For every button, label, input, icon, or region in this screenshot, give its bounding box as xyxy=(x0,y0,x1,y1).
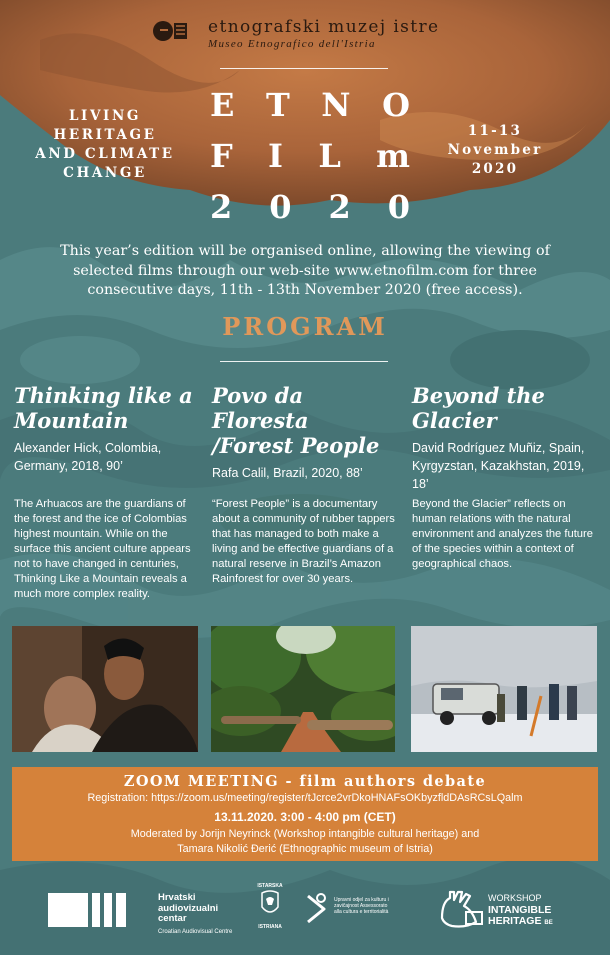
film-meta: Alexander Hick, Colombia, Germany, 2018, 90’ xyxy=(14,441,162,473)
hac-barcode-logo-icon xyxy=(48,893,126,927)
istria-bottom-text: ISTRIANA xyxy=(258,924,282,930)
workshop-logo-text xyxy=(488,893,553,930)
zoom-meeting-box xyxy=(12,767,598,861)
title-row xyxy=(210,131,410,182)
festival-theme xyxy=(30,107,180,183)
dates-line: 2020 xyxy=(471,161,519,177)
film-column-1 xyxy=(14,383,194,475)
title-letter: 2 xyxy=(328,188,351,226)
festival-logo-title xyxy=(210,80,410,233)
ministry-text: Upravni odjel za kulturu i zavičajnost Assessorato alla cultura e territorialità xyxy=(334,897,389,915)
film-still-thinking-like-a-mountain xyxy=(12,626,198,752)
film-description: The Arhuacos are the guardians of the forest and the ice of Colombias highest mountain. While on the surface this ancient culture appears not to have changed in centuries, Thinking Like a Mountain reveals a much more complex reality. xyxy=(14,498,191,600)
dates-line: November xyxy=(447,142,543,158)
theme-line: HERITAGE xyxy=(53,127,157,143)
workshop-line: INTANGIBLE xyxy=(488,903,552,916)
theme-line: LIVING xyxy=(68,108,142,124)
title-letter: F xyxy=(210,137,233,175)
zoom-registration-link[interactable]: Registration: https://zoom.us/meeting/register/tJcrce2vrDkoHNAFsOKbyzfldDAsRCsLQalm xyxy=(87,792,523,804)
intro-text: This year’s edition will be organised online, allowing the viewing of selected films through our web-site www.etnofilm.com for three consecutive days, 11th - 13th November 2020 (free access). xyxy=(60,243,550,298)
title-letter: L xyxy=(318,137,341,175)
ministry-logo-icon xyxy=(304,892,328,926)
hac-line: Hrvatski xyxy=(158,892,196,903)
title-row xyxy=(210,182,410,233)
hac-line: centar xyxy=(158,913,187,924)
program-rule xyxy=(220,361,388,362)
workshop-line: HERITAGE xyxy=(488,915,542,927)
film-meta: David Rodríguez Muñiz, Spain, Kyrgyzstan, Kazakhstan, 2019, 18’ xyxy=(412,441,585,491)
title-letter: O xyxy=(382,86,410,124)
title-letter: 0 xyxy=(269,188,292,226)
zoom-title: ZOOM MEETING - film authors debate xyxy=(123,773,487,790)
title-letter: 2 xyxy=(210,188,233,226)
film-description: Beyond the Glacier” reflects on human relations with the natural environment and analyzes the future of the species within a context of geographical chaos. xyxy=(412,498,593,570)
workshop-hands-logo-icon xyxy=(438,888,486,930)
title-letter: N xyxy=(321,86,351,124)
film-title: Beyond the Glacier xyxy=(412,383,545,433)
theme-line: CHANGE xyxy=(63,165,147,181)
film-column-2 xyxy=(212,383,392,482)
film-title: Povo da Floresta /Forest People xyxy=(212,383,380,458)
moderators-line: Tamara Nikolić Đerić (Ethnographic museum of Istria) xyxy=(177,843,433,855)
film-still-forest-people xyxy=(211,626,395,752)
museum-name-italian: Museo Etnografico dell'Istria xyxy=(208,38,376,50)
zoom-moderators xyxy=(12,827,598,857)
title-letter: m xyxy=(376,137,410,175)
title-rule-top xyxy=(220,68,388,69)
moderators-line: Moderated by Jorijn Neyrinck (Workshop intangible cultural heritage) and xyxy=(130,828,480,840)
title-letter: E xyxy=(210,86,235,124)
title-letter: 0 xyxy=(387,188,410,226)
theme-line: AND CLIMATE xyxy=(35,146,175,162)
film-title: Thinking like a Mountain xyxy=(14,383,193,433)
title-row xyxy=(210,80,410,131)
museum-name: etnografski muzej istre xyxy=(208,17,440,37)
title-letter: I xyxy=(268,137,283,175)
hac-logo-text xyxy=(158,893,232,937)
film-still-beyond-the-glacier xyxy=(411,626,597,752)
film-meta: Rafa Calil, Brazil, 2020, 88’ xyxy=(212,466,363,480)
workshop-line: WORKSHOP xyxy=(488,893,542,903)
title-letter: T xyxy=(265,86,290,124)
zoom-time: 13.11.2020. 3:00 - 4:00 pm (CET) xyxy=(214,810,396,824)
hac-line-english: Croatian Audiovisual Centre xyxy=(158,928,233,935)
film-column-3 xyxy=(412,383,600,493)
hac-line: audiovizualni xyxy=(158,902,219,914)
istria-top-text: ISTARSKA xyxy=(257,883,283,889)
festival-dates xyxy=(420,122,570,179)
istria-county-logo xyxy=(250,883,290,930)
program-heading: PROGRAM xyxy=(222,312,388,341)
dates-line: 11-13 xyxy=(467,123,523,139)
museum-logo-icon xyxy=(152,20,188,42)
film-description: “Forest People” is a documentary about a community of rubber tappers that has managed to both make a living and be effective guardians of a natural reserve in Brazil’s Amazon Rainforest for over 30 years. xyxy=(212,498,395,585)
goat-crest-icon xyxy=(258,889,282,919)
workshop-suffix: BE xyxy=(544,920,553,926)
